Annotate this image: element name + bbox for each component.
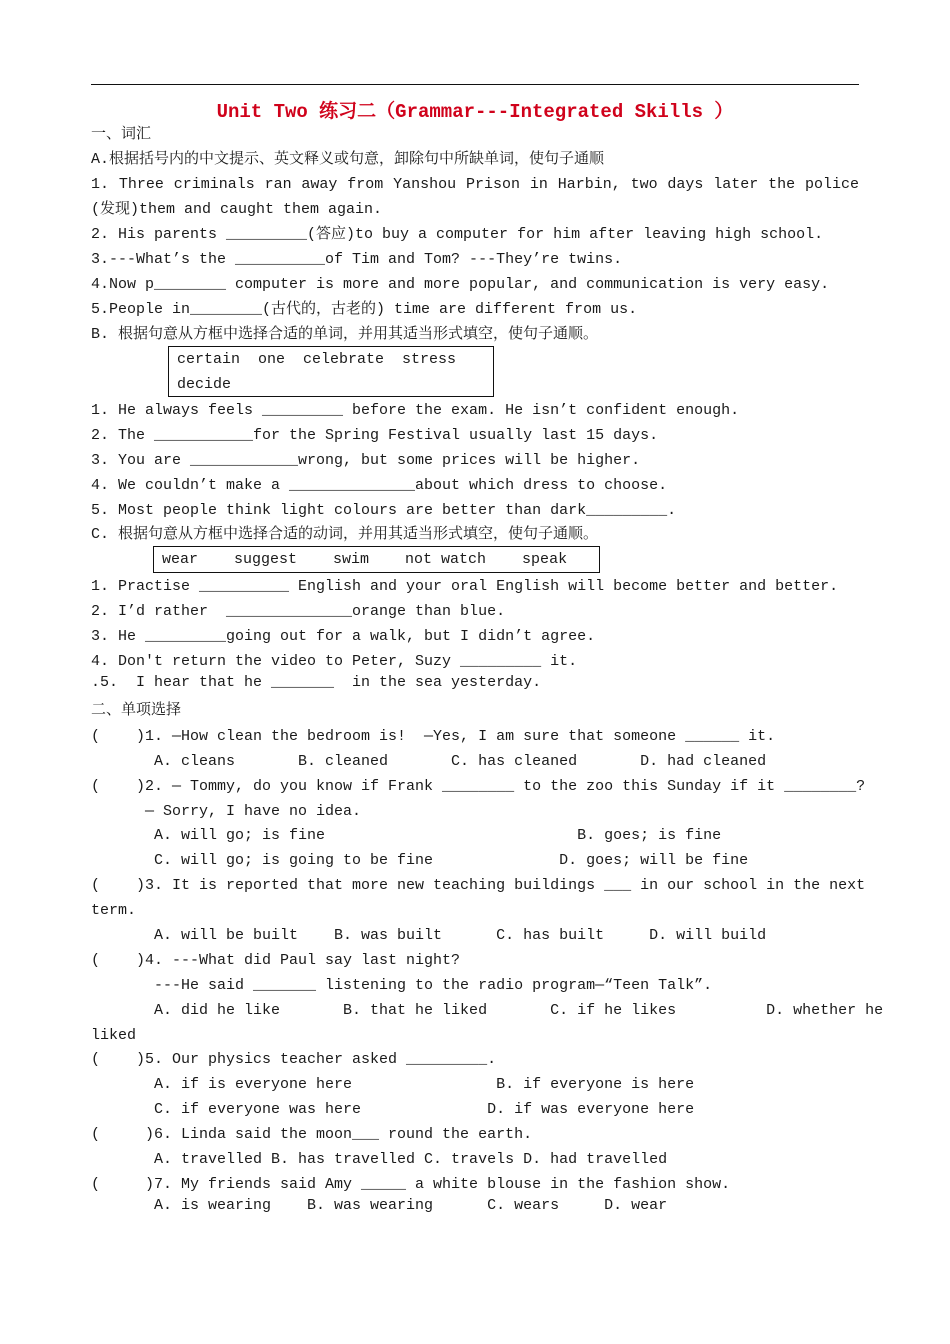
partA-line-5: 5.People in________(古代的，古老的) time are different from us. [91,301,638,318]
partB-word-box-line-1: certain one celebrate stress [177,351,457,368]
mc-line-13: liked [91,1027,137,1044]
mc-line-16: C. if everyone was here D. if was everyone here [91,1101,695,1118]
partA-line-4: 4.Now p________ computer is more and more popular, and communication is very easy. [91,276,830,293]
mc-line-4: — Sorry, I have no idea. [91,803,362,820]
partB-word-box [168,346,494,397]
header-rule [91,84,859,85]
mc-line-17: ( )6. Linda said the moon___ round the earth. [91,1126,533,1143]
partC-instruction: C. 根据句意从方框中选择合适的动词，并用其适当形式填空，使句子通顺。 [91,526,599,543]
mc-line-2: A. cleans B. cleaned C. has cleaned D. had cleaned [91,753,767,770]
partA-line-1-cont: (发现)them and caught them again. [91,201,383,218]
partC-line-3: 3. He _________going out for a walk, but I didn’t agree. [91,628,596,645]
mc-line-7: ( )3. It is reported that more new teaching buildings ___ in our school in the next [91,877,866,894]
partC-word-box [153,546,600,573]
partA-line-2: 2. His parents _________(答应)to buy a computer for him after leaving high school. [91,226,824,243]
partC-line-5: .5. I hear that he _______ in the sea yesterday. [91,674,542,691]
mc-line-5: A. will go; is fine B. goes; is fine [91,827,722,844]
mc-line-20: A. is wearing B. was wearing C. wears D. wear [91,1197,668,1214]
partB-line-1: 1. He always feels _________ before the exam. He isn’t confident enough. [91,402,740,419]
mc-line-14: ( )5. Our physics teacher asked _________. [91,1051,497,1068]
mc-line-12: A. did he like B. that he liked C. if he likes D. whether he [91,1002,884,1019]
mc-line-11: ---He said _______ listening to the radio program—“Teen Talk”. [91,977,713,994]
mc-line-19: ( )7. My friends said Amy _____ a white blouse in the fashion show. [91,1176,731,1193]
partB-word-box-line-2: decide [177,376,232,393]
partB-line-3: 3. You are ____________wrong, but some prices will be higher. [91,452,641,469]
mc-line-3: ( )2. — Tommy, do you know if Frank ________ to the zoo this Sunday if it ________? [91,778,866,795]
partA-line-3: 3.---What’s the __________of Tim and Tom? ---They’re twins. [91,251,623,268]
partC-word-box-line: wear suggest swim not watch speak [162,551,568,568]
section2-heading: 二、单项选择 [91,702,182,719]
mc-line-6: C. will go; is going to be fine D. goes; will be fine [91,852,749,869]
mc-line-9: A. will be built B. was built C. has built D. will build [91,927,767,944]
partA-line-1: 1. Three criminals ran away from Yanshou Prison in Harbin, two days later the police [91,176,859,193]
partA-instruction: A.根据括号内的中文提示、英文释义或句意，卸除句中所缺单词，使句子通顺 [91,151,605,168]
mc-line-15: A. if is everyone here B. if everyone is here [91,1076,695,1093]
page-title: Unit Two 练习二（Grammar---Integrated Skills ） [216,101,734,123]
mc-line-8: term. [91,902,137,919]
section1-heading: 一、词汇 [91,126,152,143]
mc-line-10: ( )4. ---What did Paul say last night? [91,952,461,969]
partB-line-2: 2. The ___________for the Spring Festival usually last 15 days. [91,427,659,444]
mc-line-18: A. travelled B. has travelled C. travels D. had travelled [91,1151,668,1168]
partC-line-2: 2. I’d rather ______________orange than blue. [91,603,506,620]
partB-instruction: B. 根据句意从方框中选择合适的单词，并用其适当形式填空，使句子通顺。 [91,326,599,343]
mc-line-1: ( )1. —How clean the bedroom is! —Yes, I am sure that someone ______ it. [91,728,776,745]
partC-line-4: 4. Don't return the video to Peter, Suzy _________ it. [91,653,578,670]
partB-line-5: 5. Most people think light colours are better than dark_________. [91,502,677,519]
partC-line-1: 1. Practise __________ English and your oral English will become better and better. [91,578,839,595]
partB-line-4: 4. We couldn’t make a ______________about which dress to choose. [91,477,668,494]
